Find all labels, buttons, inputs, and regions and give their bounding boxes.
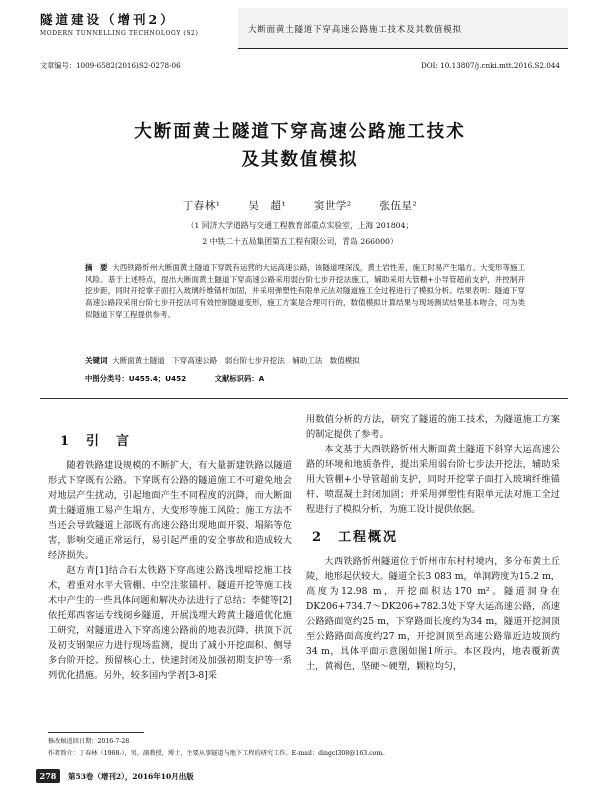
running-title: 大断面黄土隧道下穿高速公路施工技术及其数值模拟 bbox=[248, 25, 462, 35]
affiliation-1: （1 同济大学道路与交通工程教育部重点实验室，上海 201804； bbox=[186, 221, 414, 230]
page-number: 278 bbox=[36, 769, 60, 783]
journal-title: 隧道建设（增刊2） bbox=[40, 12, 176, 27]
paragraph: 本文基于大西铁路忻州大断面黄土隧道下斜穿大运高速公路的环境和地质条件，提出采用弱台阶七步法开挖法，辅助采用大管棚+小导管超前支护，同时开挖掌子面打入玻璃纤维锚杆、喷混凝土封闭加固；并采用弹塑性有限单元法对施工全过程进行了模拟分析，为施工设计提供依据。 bbox=[306, 444, 560, 515]
paper-title-line1: 大断面黄土隧道下穿高速公路施工技术 bbox=[134, 122, 466, 142]
author: 丁春林¹ bbox=[182, 200, 221, 212]
abstract bbox=[85, 262, 525, 320]
document-code: 文献标识码：A bbox=[214, 374, 265, 383]
author-list bbox=[0, 198, 600, 213]
footnote-rule bbox=[48, 732, 144, 733]
author: 张伍星² bbox=[379, 200, 418, 212]
paper-title-line2: 及其数值模拟 bbox=[241, 150, 359, 170]
footnote-received: 修改稿返回日期：2016-7-28 bbox=[48, 738, 130, 745]
paragraph: 赵方青[1]结合石太铁路下穿高速公路浅埋暗挖施工技术，着重对水平大管棚、中空注浆锚杆、隧道开挖等施工技术中产生的一些具体问题和解决办法进行了总结；李健等[2]依托郑西客运专线阌乡隧道，开展浅埋大跨黄土隧道优化施工研究，对隧道进入下穿高速公路前的地表沉降、拱顶下沉及初支钢架应力进行现场监测，提出了减小开挖面积、侧导多台阶开挖、预留核心土、快速封闭及加强初期支护等一系列优化措施。另外，较多国内学者[3-8]采 bbox=[48, 565, 292, 681]
left-column bbox=[48, 458, 292, 683]
footnote-author-bio: 作者简介：丁春林（1968-），男，副教授，博士，主要从事隧道与地下工程的研究工作。E-mail：dingcl308@163.com。 bbox=[48, 750, 389, 757]
abstract-label: 摘 要 bbox=[85, 263, 108, 272]
article-id: 文章编号：1009-6582(2016)S2-0278-06 bbox=[40, 61, 181, 70]
keywords-label: 关键词 bbox=[85, 356, 108, 365]
abstract-text: 大西铁路忻州大断面黄土隧道下穿既有运营的大运高速公路，该隧道埋深浅，黄土岩性差，施工时易产生塌方、大变形等施工风险。基于上述特点，提出大断面黄土隧道下穿高速公路采用弱台阶七步开挖法施工，辅助采用大管棚+小导管超前支护，并控制开挖步距，同时开挖掌子面打入玻璃纤维锚杆加固，并采用弹塑性有限单元法对隧道施工全过程进行了模拟分析。结果表明：隧道下穿高速公路段采用台阶七步开挖法可有效控制隧道变形，施工方案是合理可行的，数值模拟计算结果与现场测试结果基本吻合，可为类似隧道下穿工程提供参考。 bbox=[85, 263, 525, 319]
paragraph: 用数值分析的方法，研究了隧道的施工技术，为隧道施工方案的制定提供了参考。 bbox=[306, 414, 560, 440]
volume-info: 第53卷（增刊2），2016年10月出版 bbox=[68, 772, 194, 781]
keywords-text: 大断面黄土隧道 下穿高速公路 弱台阶七步开挖法 辅助工法 数值模拟 bbox=[112, 356, 360, 365]
author: 吴 超¹ bbox=[248, 200, 287, 212]
author: 窦世学² bbox=[313, 200, 352, 212]
section-heading-intro: 1 引 言 bbox=[60, 434, 132, 449]
keywords bbox=[85, 355, 360, 366]
abstract-divider bbox=[40, 398, 568, 399]
clc-number: 中图分类号：U455.4；U452 bbox=[85, 374, 187, 383]
journal-masthead bbox=[40, 10, 240, 37]
paragraph: 随着铁路建设规模的不断扩大，有大量新建铁路以隧道形式下穿既有公路。下穿既有公路的隧道施工不可避免地会对地层产生扰动，引起地面产生不同程度的沉降，而大断面黄土隧道施工易产生塌方、大变形等施工风险；施工方法不当还会导致隧道上部既有高速公路出现地面开裂、塌陷等危害，影响交通正常运行，易引起严重的安全事故和造成较大经济损失。 bbox=[48, 460, 292, 561]
journal-subtitle: MODERN TUNNELLING TECHNOLOGY (S2) bbox=[40, 30, 199, 37]
classification bbox=[85, 374, 290, 384]
affiliation-2: 2 中铁二十五局集团第五工程有限公司，青岛 266000） bbox=[202, 237, 398, 246]
right-column bbox=[306, 412, 560, 674]
paragraph: 大西铁路忻州隧道位于忻州市东村村境内，多分布黄土丘陵，地形起伏较大。隧道全长3 083 m，单洞跨度为15.2 m，高度为12.98 m，开挖面积达170 m²。隧道洞身在DK206+734.7～DK206+782.3处下穿大运高速公路，高速公路路面宽约25 m，下穿路面长度约为34 m，隧道开挖洞顶至公路路面高度约27 m，开挖洞顶至高速公路靠近边坡顶约34 m，具体平面示意图如图1所示。本区段内，地表覆新黄土，黄褐色，坚硬～硬塑，颗粒均匀， bbox=[306, 556, 560, 673]
doi: DOI: 10.13807/j.cnki.mtt.2016.S2.044 bbox=[421, 61, 560, 70]
section-heading-overview: 2 工程概况 bbox=[312, 530, 399, 545]
